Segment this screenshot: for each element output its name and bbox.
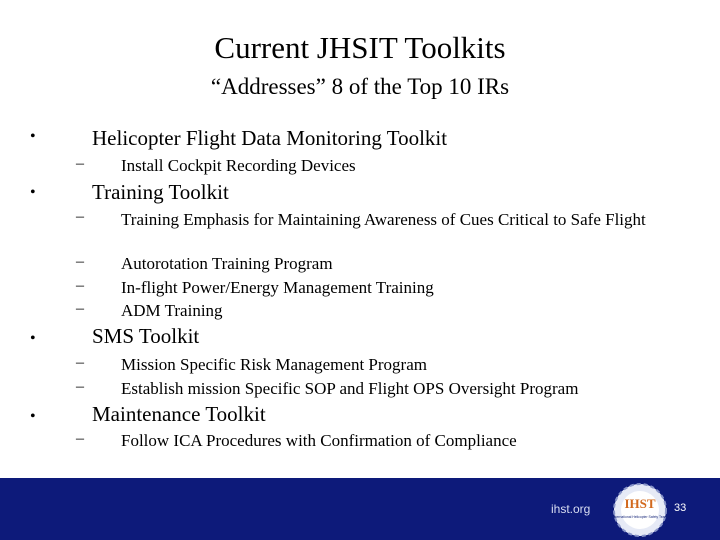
dash-icon: – (76, 208, 84, 225)
toolkit-label: Training Toolkit (92, 180, 229, 204)
dash-icon: – (76, 277, 84, 294)
ihst-logo-icon (610, 482, 670, 538)
toolkit-item: Install Cockpit Recording Devices (121, 156, 356, 175)
toolkit-label: Helicopter Flight Data Monitoring Toolkit (92, 126, 448, 150)
toolkit-label: Maintenance Toolkit (92, 402, 266, 426)
toolkit-label: SMS Toolkit (92, 324, 200, 348)
dash-icon: – (76, 378, 84, 395)
toolkit-item: ADM Training (121, 301, 223, 320)
bullet-icon: • (30, 330, 36, 347)
logo-text: IHST (624, 496, 656, 511)
dash-icon: – (76, 300, 84, 317)
dash-icon: – (76, 430, 84, 447)
dash-icon: – (76, 253, 84, 270)
dash-icon: – (76, 354, 84, 371)
toolkit-item: Follow ICA Procedures with Confirmation of Compliance (121, 431, 517, 450)
slide-subtitle: “Addresses” 8 of the Top 10 IRs (210, 74, 510, 99)
site-url: ihst.org (551, 502, 591, 516)
toolkit-item: Establish mission Specific SOP and Flight OPS Oversight Program (121, 379, 579, 398)
toolkit-item: Training Emphasis for Maintaining Awareness of Cues Critical to Safe Flight (121, 210, 646, 229)
slide-title: Current JHSIT Toolkits (214, 30, 506, 65)
logo-caption: International Helicopter Safety Team (612, 515, 668, 519)
footer-bar (0, 478, 720, 540)
toolkit-item: Mission Specific Risk Management Program (121, 355, 427, 374)
toolkit-item: Autorotation Training Program (121, 254, 333, 273)
bullet-icon: • (30, 408, 36, 425)
bullet-icon: • (30, 184, 36, 201)
dash-icon: – (76, 155, 84, 172)
page-number: 33 (674, 502, 687, 514)
toolkit-item: In-flight Power/Energy Management Training (121, 278, 434, 297)
bullet-icon: • (30, 128, 36, 145)
